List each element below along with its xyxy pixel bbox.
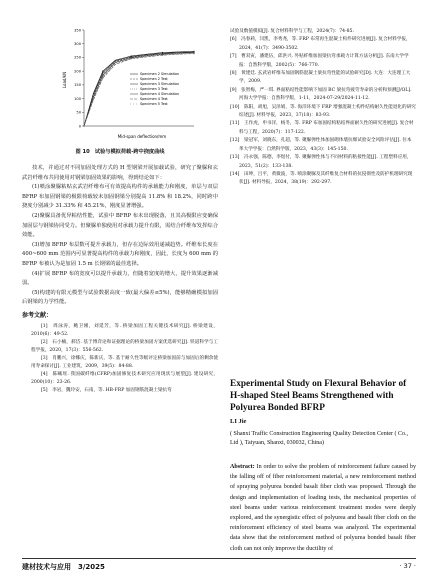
legend-label: Specimen 2 Test: [140, 77, 168, 82]
y-tick-label: 200: [74, 69, 81, 74]
series-line: [84, 53, 194, 126]
data-point: [162, 54, 163, 55]
abstract-text: In order to solve the problem of reinforcement failure caused by the falling off of fiber reinforcement material, a new reinforcement method of spraying polyurea bonded basalt fiber cloth was proposed. Through the design and implementation of loading tests, the mechanical properties of steel beams under various reinforcement treatment modes were deeply explored, and the synergistic effect of polyurea and basalt fiber cloth on the reinforcement efficiency of steel beams was analyzed. The experimental data show that the reinforcement method of polyurea bonded basalt fiber cloth can not only improve the ductility of: [230, 464, 416, 552]
reference-item: [13] 冯永强，陈德，李煜付，等. 聚脲弹性体与不同材料的粘接性能[J]. 工程塑料应用，2023，51(2)：133-138.: [230, 155, 412, 169]
english-title: Experimental Study on Flexural Behavior of H-shaped Steel Beams Strengthened with Polyurea Bonded BFRP: [230, 379, 407, 413]
data-point: [193, 53, 194, 54]
data-point: [102, 71, 103, 72]
reference-item: [12] 梁冠军，刘晓东，孔超，等. 聚脲弹性体加固砌体墙抗爆试验安全风险评估[J]. 住本革大学学报：自然科学版，2023，43(3)：145-150.: [230, 138, 412, 152]
chart-axes: [74, 28, 194, 128]
reference-item: [7] 曹双寅，潘建伍，邱洪兴. 外贴纤维加固梁抗弯承载力计算方法分析[J]. 东南大学学报：自然科学版，2002(5)：766-770.: [230, 54, 409, 68]
series-line: [84, 52, 194, 126]
paragraph: (2)聚脲具备优异粘结性能，试验中 BFRP 布未出现脱落，且其高极限应变确保加固层与钢梁协同受力。但聚脲单独使用对承载力提升有限，需结合纤维布发挥综合效能。: [22, 212, 218, 239]
legend-label: Specimen 5 Test: [140, 102, 168, 107]
paragraph: (4)扩展 BFRP 布的宽度可以提升承载力，但随着宽度的增大，提升效果逐渐减弱。: [22, 270, 218, 287]
reference-item: 试验及数值模拟[J]. 复合材料科学与工程，2024(7)：74-85.: [230, 29, 354, 34]
legend-label: Specimen 3 Test: [140, 87, 168, 92]
series-line: [84, 54, 194, 126]
y-tick-label: 350: [74, 28, 81, 33]
english-abstract: [230, 462, 416, 554]
right-references: [230, 28, 416, 188]
data-point: [102, 75, 103, 76]
y-axis-label: Load/kN: [62, 71, 67, 89]
reference-item: [3] 肖鹏兴，徐娜庆，陈新庆，等. 基于耐久性等级评定桥梁加固前与加固后的剩余使用寿命探讨[J]. 工业建筑，2009，39(5)：84-88.: [31, 355, 218, 369]
figure-10: [22, 18, 218, 140]
reference-item: [6] 冯春莉，闫凯，李秀尧，等. FRP 布常再生混凝土构件研究进展[J]. 复合材料学报，2024，41(7)：3490-3502.: [230, 37, 411, 51]
y-tick-label: 0: [78, 124, 81, 129]
series-line: [84, 51, 194, 126]
load-deflection-chart: [22, 18, 218, 140]
data-point: [102, 77, 103, 78]
page-number: · 37 ·: [399, 562, 416, 570]
y-tick-label: 250: [74, 55, 81, 60]
y-tick-label: 100: [74, 96, 81, 101]
reference-item: [9] 张智梅，严一琪. 界面粘结性能影响下加固 BC 梁抗弯疲劳寿命的分析和预测[J/OL]. 河海大学学报：自然科学版，1-11，2024-07-29/2024-11-12.: [230, 87, 412, 102]
chart-legend: [130, 72, 179, 106]
x-axis-label: Mid-span deflection/mm: [117, 134, 167, 139]
y-tick-label: 300: [74, 42, 81, 47]
english-author: LI Jie: [230, 418, 247, 425]
reference-item: [11] 王作虎，申书洋，杨冬，等. FRP 布加固结构粘结界面耐久性的研究进展[J]. 复合材料与工程，2020(7)：117-122.: [230, 121, 414, 135]
abstract-label: Abstract:: [230, 464, 255, 470]
left-column-body: [22, 164, 218, 395]
data-point: [131, 58, 132, 59]
reference-item: [1] 周泳涛，鲍卫刚，刘延芳，等. 桥梁加固工程关键技术研究[J]. 桥梁建设，2010(6)：49-52.: [31, 323, 218, 337]
series-line: [84, 52, 194, 126]
paragraph: (1)喷涂聚脲粘贴玄武岩纤维布可有效提高构件的承载能力和刚度，单层与双层 BFRP 布加固钢梁的极限荷载较未加固钢梁分别提高 11.8% 和 18.2%，同时跨中挠度分别减少 31.33% 和 45.21%，刚度显著增强。: [22, 184, 218, 210]
y-tick-label: 50: [76, 110, 81, 115]
y-tick-label: 150: [74, 83, 81, 88]
series-line: [84, 53, 194, 126]
data-point: [131, 56, 132, 57]
legend-label: Specimen 4 Simulation: [140, 92, 180, 97]
data-point: [83, 125, 84, 126]
reference-item: [4] 陈曦瑶. 我国碳纤维(CFRP)加固修复技术研究应用现状与展望[J]. 建设研究，2000(10)：23-26.: [31, 371, 218, 385]
reference-item: [8] 黄建廷. 玄武岩纤维布加固钢筋混凝土梁抗弯性能的试验研究[D]. 大连：大连理工大学，2009.: [230, 71, 411, 85]
paragraph: 技术，并通过对不同加固处理方式的 H 型钢梁开展加载试验，研究了聚脲和玄武岩纤维布共同使用对钢梁加固效果的影响，得到结论如下：: [22, 165, 218, 181]
data-point: [102, 72, 103, 73]
series-line: [84, 52, 194, 126]
journal-name: 建材技术与应用 3/2025: [22, 563, 105, 571]
reference-item: [14] 田坤，吕平，黄微波，等. 喷涂聚脲及其纤维复合材料的抗侵彻性及防护机理研究现状[J]. 材料导报，2024，38(19)：292-297.: [230, 171, 413, 186]
legend-label: Specimen 2 Simulation: [140, 72, 180, 77]
english-affiliation: ( Shanxi Traffic Construction Engineering Quality Detection Center ( Co., Ltd ), Taiyuan, Shanxi, 030032, China): [230, 431, 409, 446]
legend-label: Specimen 3 Simulation: [140, 82, 180, 87]
chart-series: [83, 51, 194, 127]
reference-item: [10] 陈阳，胡旭，吴泽娟，等. 海洋环境下 FRP 增强混凝土构件结构耐久性能退化的研究综述[J]. 材料导报，2023，37(18)：83-93.: [230, 104, 416, 119]
paragraph: (3)增加 BFRP 布层数可提升承载力，但存在边际效用递减趋势。纤维布长度在 400~600 mm 范围内可显著提高构件的承载力和刚度，因此，长度为 600 mm 的 BFRP 布被认为是加固 1.5 m 长钢梁的最佳选择。: [22, 241, 218, 267]
reference-item: [2] 石小楠，郝岱. 基于博弈论和证据理论的桥梁加固方案优选研究[J]. 铁道科学与工程学报，2020，17(3)：556-562.: [31, 339, 218, 353]
reference-item: [5] 李岩，魏玲安，石南，等. HB-FRP 加固钢筋混凝土梁抗弯: [41, 387, 172, 393]
paragraph: (5)构建的有限元模型与试验数据高度一致(最大偏差≤5%)，能够精确模拟加固后钢梁的力学性能。: [22, 289, 218, 306]
figure-caption: 图 10 试验与模拟荷载-跨中挠度曲线: [75, 149, 165, 155]
references-heading: 参考文献：: [22, 311, 53, 319]
legend-label: Specimen 4 Test: [140, 97, 168, 102]
page-footer: [22, 558, 416, 573]
